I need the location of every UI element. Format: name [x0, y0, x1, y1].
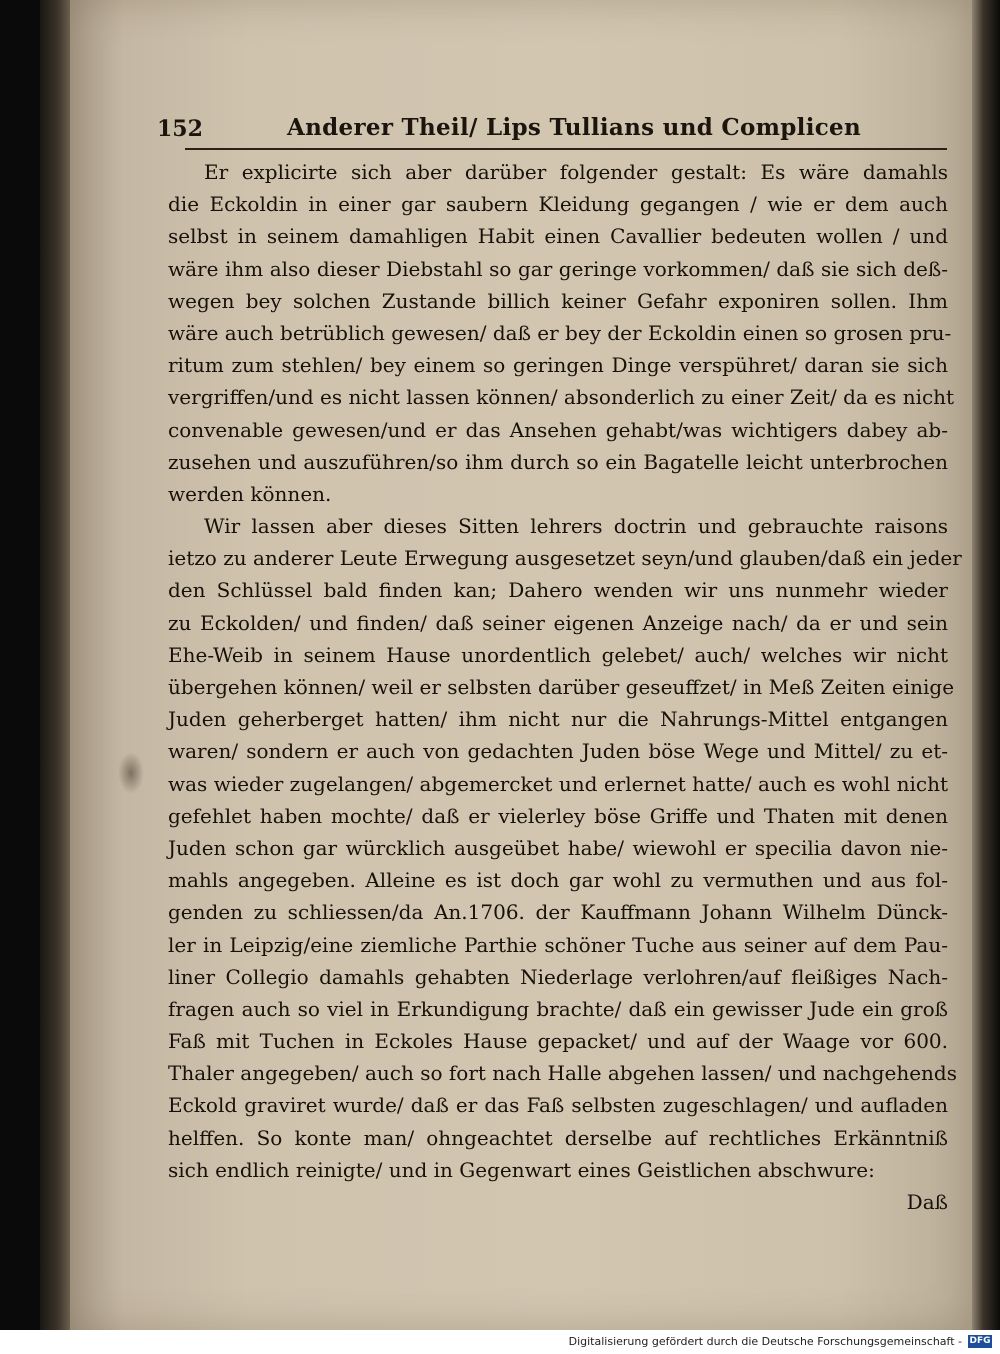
text-line: fragen auch so viel in Erkundigung brachte/ daß ein gewisser Jude ein groß	[168, 996, 948, 1021]
text-line: übergehen können/ weil er selbsten darüber geseuffzet/ in Meß Zeiten einige	[168, 675, 955, 699]
text-line: waren/ sondern er auch von gedachten Juden böse Wege und Mittel/ zu et-	[168, 739, 948, 764]
text-line: ritum zum stehlen/ bey einem so geringen Dinge verspühret/ daran sie sich	[168, 353, 948, 378]
header-rule	[185, 148, 947, 150]
page-header	[157, 112, 947, 146]
text-line: ietzo zu anderer Leute Erwegung ausgesetzet seyn/und glauben/daß ein jeder	[168, 546, 962, 571]
text-line: liner Collegio damahls gehabten Niederlage verlohren/auf fleißiges Nach-	[168, 964, 948, 989]
text-line: wäre auch betrüblich gewesen/ daß er bey der Eckoldin einen so grosen pru-	[168, 320, 952, 345]
text-line: wäre ihm also dieser Diebstahl so gar geringe vorkommen/ daß sie sich deß-	[168, 256, 948, 281]
text-line: helffen. So konte man/ ohngeachtet derselbe auf rechtliches Erkänntniß	[168, 1125, 948, 1150]
text-line: Wir lassen aber dieses Sitten lehrers doctrin und gebrauchte raisons	[204, 514, 948, 539]
text-line: vergriffen/und es nicht lassen können/ absonderlich zu einer Zeit/ da es nicht	[168, 385, 955, 410]
paper-stain	[118, 752, 144, 794]
page-right-edge	[972, 0, 1000, 1330]
text-line: ler in Leipzig/eine ziemliche Parthie schöner Tuche aus seiner auf dem Pau-	[168, 932, 948, 957]
text-line: Eckold graviret wurde/ daß er das Faß selbsten zugeschlagen/ und aufladen	[168, 1093, 948, 1118]
body-text	[168, 156, 962, 1218]
text-line: Juden schon gar würcklich ausgeübet habe/ wiewohl er specilia davon nie-	[168, 835, 948, 860]
text-line: Ehe-Weib in seinem Hause unordentlich gelebet/ auch/ welches wir nicht	[168, 642, 948, 667]
text-line: genden zu schliessen/da An.1706. der Kauffmann Johann Wilhelm Dünck-	[168, 900, 948, 925]
page-number: 152	[157, 116, 203, 142]
dfg-logo: DFG	[969, 1336, 991, 1346]
page-left-edge	[40, 0, 70, 1330]
text-line: convenable gewesen/und er das Ansehen gehabt/was wichtigers dabey ab-	[168, 417, 948, 442]
digitization-footer	[0, 1330, 1000, 1354]
running-head: Anderer Theil/ Lips Tullians und Complicen	[287, 114, 862, 141]
text-line: selbst in seinem damahligen Habit einen Cavallier bedeuten wollen / und	[168, 224, 948, 249]
text-line: den Schlüssel bald finden kan; Dahero wenden wir uns nunmehr wieder	[168, 578, 948, 603]
text-line: gefehlet haben mochte/ daß er vielerley böse Griffe und Thaten mit denen	[168, 803, 948, 828]
text-line: Er explicirte sich aber darüber folgender gestalt: Es wäre damahls	[204, 160, 948, 184]
text-line: zusehen und auszuführen/so ihm durch so ein Bagatelle leicht unterbrochen	[168, 449, 948, 474]
text-line: zu Eckolden/ und finden/ daß seiner eigenen Anzeige nach/ da er und sein	[168, 610, 948, 635]
text-line: mahls angegeben. Alleine es ist doch gar wohl zu vermuthen und aus fol-	[168, 868, 948, 893]
catchword: Daß	[906, 1190, 948, 1214]
text-line: die Eckoldin in einer gar saubern Kleidung gegangen / wie er dem auch	[168, 192, 948, 217]
text-line: Thaler angegeben/ auch so fort nach Halle abgehen lassen/ und nachgehends	[168, 1061, 957, 1086]
text-line: was wieder zugelangen/ abgemercket und erlernet hatte/ auch es wohl nicht	[168, 771, 948, 796]
text-line: werden können.	[168, 481, 332, 506]
text-line: Faß mit Tuchen in Eckoles Hause gepacket/ und auf der Waage vor 600.	[168, 1029, 948, 1054]
text-line: Juden geherberget hatten/ ihm nicht nur die Nahrungs-Mittel entgangen	[168, 707, 948, 732]
text-line: sich endlich reinigte/ und in Gegenwart eines Geistlichen abschwure:	[168, 1157, 875, 1182]
text-line: wegen bey solchen Zustande billich keiner Gefahr exponiren sollen. Ihm	[168, 288, 948, 313]
funding-credit: Digitalisierung gefördert durch die Deutsche Forschungsgemeinschaft -	[568, 1335, 962, 1348]
